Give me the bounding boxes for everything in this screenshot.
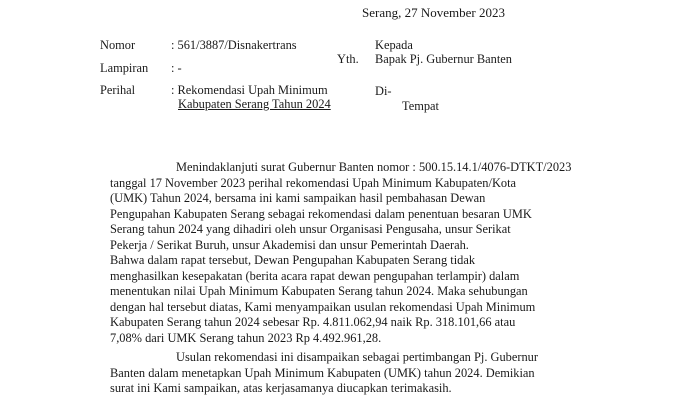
perihal-label: Perihal — [100, 83, 136, 97]
nomor-label: Nomor — [100, 38, 136, 52]
perihal-value-line1: : Rekomendasi Upah Minimum — [171, 83, 328, 97]
tempat-label: Tempat — [402, 99, 439, 113]
letter-date: Serang, 27 November 2023 — [362, 5, 505, 20]
paragraph-line: Pengupahan Kabupaten Serang sebagai rekomendasi dalam penentuan besaran UMK — [110, 206, 532, 221]
paragraph-line: dengan hal tersebut diatas, Kami menyampaikan usulan rekomendasi Upah Minimum — [110, 299, 536, 314]
recipient-name: Bapak Pj. Gubernur Banten — [375, 52, 512, 66]
paragraph-line: surat ini Kami sampaikan, atas kerjasamanya diucapkan terimakasih. — [110, 381, 452, 396]
paragraph-line: (UMK) Tahun 2024, bersama ini kami sampaikan hasil pembahasan Dewan — [110, 191, 486, 206]
body-paragraph-3 — [110, 350, 538, 397]
paragraph-line: Serang tahun 2024 yang dihadiri oleh unsur Organisasi Pengusaha, unsur Serikat — [110, 222, 511, 237]
body-paragraph-2 — [110, 253, 535, 347]
paragraph-line: tanggal 17 November 2023 perihal rekomendasi Upah Minimum Kabupaten/Kota — [110, 175, 517, 190]
paragraph-line: Pekerja / Serikat Buruh, unsur Akademisi dan unsur Pemerintah Daerah. — [110, 237, 469, 252]
yth-label: Yth. — [337, 52, 359, 66]
lampiran-value: : - — [171, 61, 182, 75]
paragraph-line: menghasilkan kesepakatan (berita acara rapat dewan pengupahan terlampir) dalam — [110, 268, 520, 283]
paragraph-line: Bahwa dalam rapat tersebut, Dewan Pengupahan Kabupaten Serang tidak — [110, 253, 476, 267]
di-label: Di- — [375, 84, 392, 98]
body-paragraph-1 — [110, 160, 571, 254]
paragraph-line: 7,08% dari UMK Serang tahun 2023 Rp 4.492.961,28. — [110, 330, 382, 345]
paragraph-line: Banten dalam menetapkan Upah Minimum Kabupaten (UMK) tahun 2024. Demikian — [110, 365, 535, 380]
lampiran-label: Lampiran — [100, 61, 149, 75]
kepada-label: Kepada — [375, 38, 413, 52]
paragraph-line: menentukan nilai Upah Minimum Kabupaten Serang tahun 2024. Maka sehubungan — [110, 284, 528, 299]
paragraph-line: Kabupaten Serang tahun 2024 sebesar Rp. 4.811.062,94 naik Rp. 318.101,66 atau — [110, 315, 516, 330]
paragraph-line: Usulan rekomendasi ini disampaikan sebagai pertimbangan Pj. Gubernur — [176, 350, 538, 364]
paragraph-line: Menindaklanjuti surat Gubernur Banten nomor : 500.15.14.1/4076-DTKT/2023 — [176, 160, 572, 174]
perihal-value-line2: Kabupaten Serang Tahun 2024 — [178, 97, 331, 111]
nomor-value: : 561/3887/Disnakertrans — [171, 38, 297, 52]
